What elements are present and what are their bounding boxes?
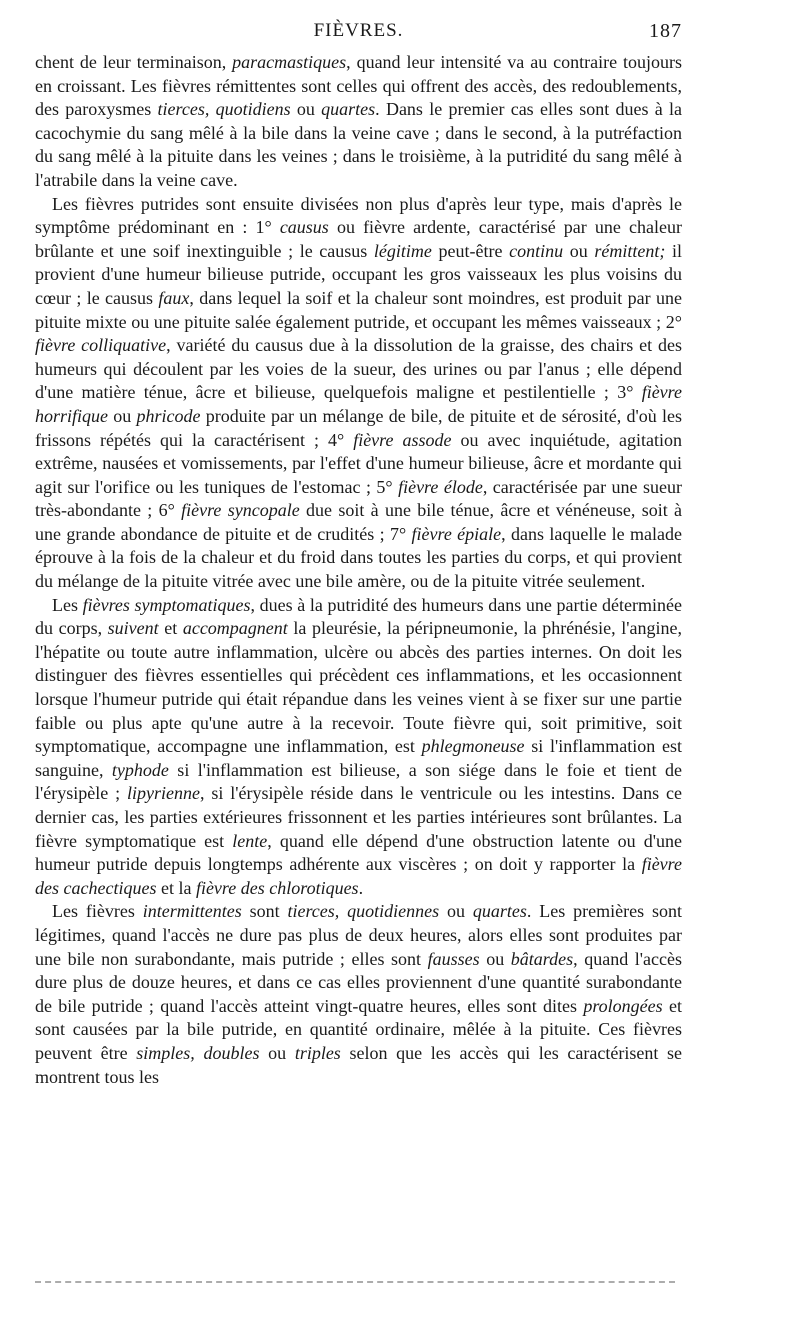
italic-run: fièvre colliquative	[35, 335, 167, 356]
paragraph	[35, 594, 682, 901]
italic-run: légitime	[373, 240, 432, 261]
italic-run: simples, doubles	[136, 1042, 260, 1063]
text-run: , dues à la putridité des humeurs dans une partie déterminée du corps,	[35, 594, 682, 639]
text-run: et la	[156, 877, 196, 898]
body-text	[35, 51, 682, 1089]
text-run: , si l'érysipèle réside dans le ventricule ou les intestins. Dans ce dernier cas, les parties extérieures frissonnent et les parties intérieures sont brûlantes. La fièvre symptomatique est	[35, 783, 682, 851]
paragraph	[35, 51, 682, 193]
italic-run: fièvre épiale	[411, 523, 502, 544]
italic-run: quartes	[321, 99, 376, 120]
italic-run: faux	[158, 287, 190, 308]
italic-run: intermittentes	[142, 901, 242, 922]
text-run: .	[358, 877, 364, 898]
page-header	[35, 20, 682, 50]
text-run: , caractérisée par une sueur très-abondante ; 6°	[35, 476, 682, 521]
text-run: due soit à une bile ténue, âcre et vénéneuse, soit à une grande abondance de pituite et de crudités ; 7°	[35, 500, 683, 544]
italic-run: prolongées	[583, 995, 663, 1016]
italic-run: fièvre des cachectiques	[35, 854, 682, 898]
italic-run: rémittent;	[594, 240, 666, 261]
text-run: , dans lequel la soif et la chaleur sont moindres, est produit par une pituite mixte ou une pituite salée également putride, et occupant les mêmes vaisseaux ; 2°	[35, 287, 682, 332]
text-run: ou	[259, 1042, 295, 1063]
text-run: ou	[479, 948, 511, 969]
text-run: , dans laquelle le malade éprouve à la fois de la chaleur et du froid dans toutes les parties du corps, et qui provient du mélange de la pituite vitrée avec une bile amère, ou de la pituite vitrée seulement.	[35, 523, 682, 592]
italic-run: causus	[279, 217, 329, 238]
italic-run: suivent	[107, 618, 159, 639]
text-run: chent de leur terminaison,	[35, 52, 233, 72]
text-run: si l'inflammation est sanguine,	[35, 736, 682, 780]
text-run: ou	[290, 99, 322, 120]
italic-run: tierces, quotidiennes	[287, 901, 440, 922]
text-run: si l'inflammation est bilieuse, a son siége dans le foie et tient de l'érysipèle ;	[35, 759, 682, 804]
paragraph	[35, 193, 682, 594]
italic-run: fièvre syncopale	[181, 500, 300, 521]
italic-run: tierces, quotidiens	[157, 99, 291, 120]
text-run: et sont causées par la bile putride, en quantité ordinaire, mêlée à la pituite. Ces fièvres peuvent être	[35, 995, 682, 1063]
text-run: . Les premières sont légitimes, quand l'accès ne dure pas plus de deux heures, alors elles sont produites par une bile non surabondante, mais putride ; elles sont	[35, 901, 682, 969]
footer-bleed-line	[35, 1281, 675, 1283]
text-run: produite par un mélange de bile, de pituite et de sérosité, d'où les frissons répétés qui la caractérisent ; 4°	[35, 405, 683, 450]
text-run: la pleurésie, la péripneumonie, la phrénésie, l'angine, l'hépatite ou toute autre inflammation, ulcère ou abcès des parties internes. On doit les distinguer des fièvres essentielles qui précèdent ces inflammations, et les occasionnent lorsque l'humeur putride qui était répandue dans les veines vient à se fixer sur une partie faible ou plus apte qu'une autre à la recevoir. Toute fièvre qui, soit primitive, soit symptomatique, accompagne une inflammation, est	[35, 618, 682, 757]
italic-run: accompagnent	[182, 618, 288, 639]
text-run: ou	[108, 405, 137, 426]
text-run: Les fièvres	[52, 901, 143, 922]
text-run: ou	[439, 901, 473, 922]
italic-run: bâtardes	[510, 948, 574, 969]
italic-run: continu	[509, 240, 564, 261]
running-title: FIÈVRES.	[313, 20, 404, 41]
text-run: , quand elle dépend d'une obstruction latente ou d'une humeur putride depuis longtemps adhérente aux viscères ; on doit y rapporter la	[35, 830, 683, 875]
text-run: . Dans le premier cas elles sont dues à la cacochymie du sang mêlé à la bile dans la veine cave ; dans le second, à la putréfaction du sang mêlé à la pituite dans les veines ; dans le troisième, à la putridité du sang mêlé à l'atrabile dans la veine cave.	[35, 99, 683, 190]
italic-run: typhode	[111, 759, 169, 780]
italic-run: fièvre des chlorotiques	[195, 877, 359, 898]
italic-run: lipyrienne	[127, 783, 200, 804]
italic-run: fièvres symptomatiques	[82, 594, 251, 615]
italic-run: fièvre assode	[353, 429, 452, 450]
text-run: selon que les accès qui les caractérisent se montrent tous les	[35, 1042, 683, 1087]
text-run: ou fièvre ardente, caractérisé par une chaleur brûlante et une soif inextinguible ; le causus	[35, 217, 683, 261]
italic-run: fausses	[427, 948, 480, 969]
text-run: il provient d'une humeur bilieuse putride, occupant les gros vaisseaux les plus voisins du cœur ; le causus	[35, 240, 682, 308]
text-run: Les fièvres putrides sont ensuite divisées non plus d'après leur type, mais d'après le symptôme prédominant en : 1°	[35, 193, 682, 238]
paragraph	[35, 900, 682, 1089]
text-run: ou	[563, 240, 595, 261]
text-run: , variété du causus due à la dissolution de la graisse, des chairs et des humeurs qui découlent par les voies de la sueur, des urines ou par l'anus ; elle dépend d'une matière ténue, âcre et bilieuse, quelquefois maligne et pestilentielle ; 3°	[35, 335, 682, 403]
italic-run: fièvre horrifique	[35, 382, 682, 426]
text-run: sont	[241, 901, 288, 922]
italic-run: paracmastiques	[232, 52, 347, 72]
italic-run: phricode	[136, 405, 201, 426]
italic-run: lente	[232, 830, 268, 851]
italic-run: fièvre élode	[398, 476, 483, 497]
text-run: Les	[52, 594, 83, 615]
text-run: , quand leur intensité va au contraire toujours en croissant. Les fièvres rémittentes sont celles qui offrent des accès, des redoublements, des paroxysmes	[35, 52, 683, 120]
text-run: et	[158, 618, 183, 639]
text-run: , quand l'accès dure plus de douze heures, et dans ce cas elles proviennent d'une quantité surabondante de bile putride ; quand l'accès atteint vingt-quatre heures, elles sont dites	[35, 948, 682, 1016]
italic-run: triples	[294, 1042, 341, 1063]
italic-run: quartes	[472, 901, 527, 922]
page-number: 187	[649, 20, 682, 42]
italic-run: phlegmoneuse	[421, 736, 525, 757]
text-run: peut-être	[431, 240, 510, 261]
text-run: ou avec inquiétude, agitation extrême, nausées et vomissements, par l'effet d'une humeur bilieuse, âcre et mordante qui agit sur l'orifice ou les tuniques de l'estomac ; 5°	[35, 429, 682, 497]
